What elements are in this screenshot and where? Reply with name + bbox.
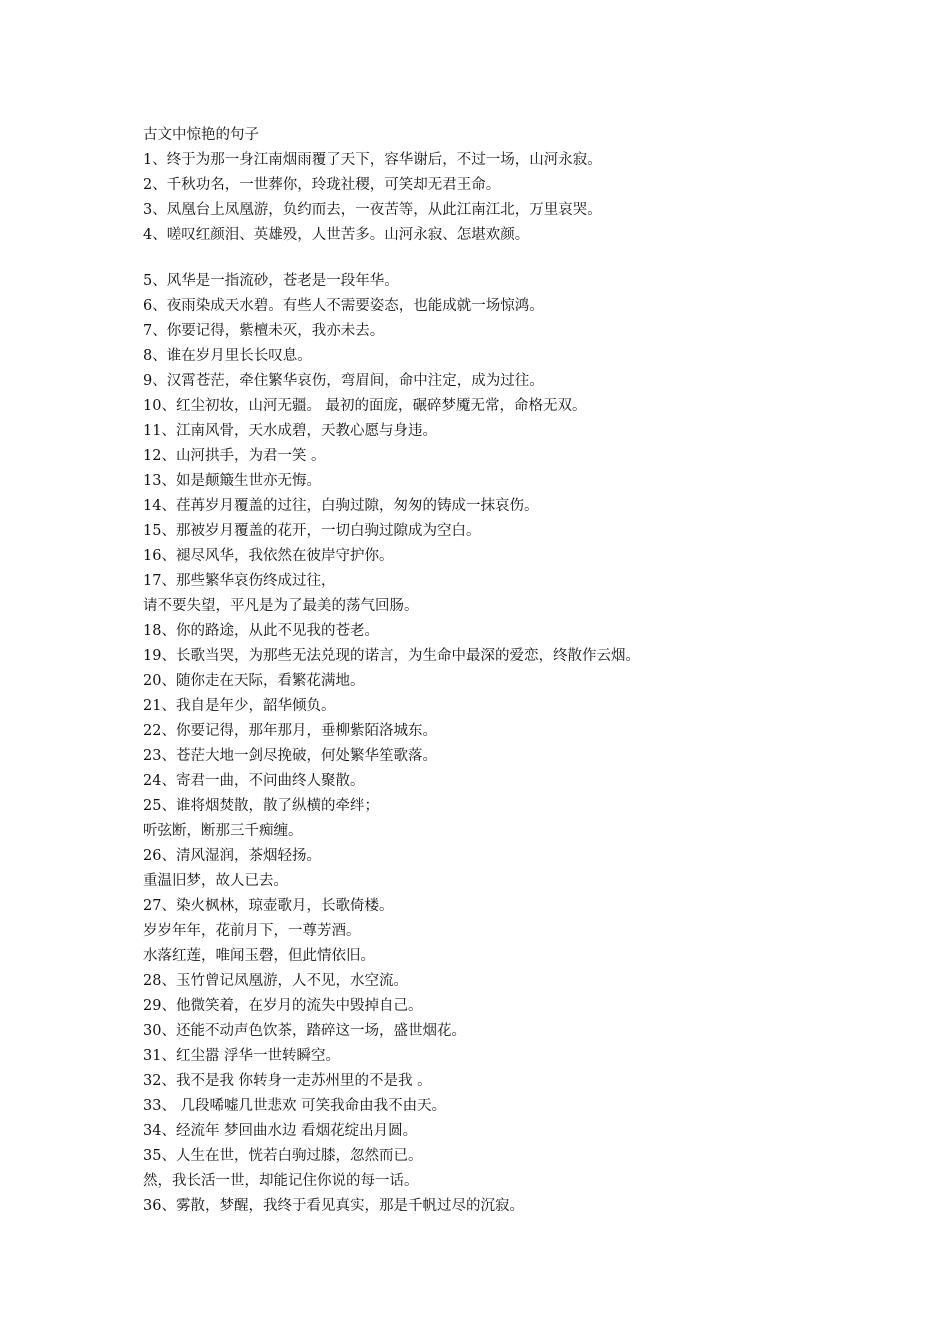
sentence-line: 35、人生在世，恍若白驹过膝，忽然而已。 (143, 1148, 423, 1164)
sentence-line: 32、我不是我 你转身一走苏州里的不是我 。 (143, 1073, 432, 1089)
sentence-line: 22、你要记得，那年那月，垂柳紫陌洛城东。 (143, 723, 437, 739)
sentence-line: 7、你要记得，紫檀未灭，我亦未去。 (143, 323, 385, 339)
sentence-line: 14、荏苒岁月覆盖的过往，白驹过隙，匆匆的铸成一抹哀伤。 (143, 498, 539, 514)
document-body (143, 123, 863, 1219)
sentence-line: 21、我自是年少，韶华倾负。 (143, 698, 336, 714)
sentence-line: 29、他微笑着，在岁月的流失中毁掉自己。 (143, 998, 423, 1014)
sentence-line: 2、千秋功名，一世葬你，玲珑社稷，可笑却无君王命。 (143, 177, 501, 193)
sentence-line: 12、山河拱手，为君一笑 。 (143, 448, 326, 464)
sentence-line: 水落红莲，唯闻玉磬，但此情依旧。 (143, 948, 375, 964)
sentence-line: 28、玉竹曾记凤凰游，人不见，水空流。 (143, 973, 408, 989)
sentence-group-2 (143, 269, 863, 1219)
sentence-line: 17、那些繁华哀伤终成过往， (143, 573, 336, 589)
sentence-group-1 (143, 148, 863, 248)
sentence-line: 然，我长活一世，却能记住你说的每一话。 (143, 1173, 419, 1189)
sentence-line: 6、夜雨染成天水碧。有些人不需要姿态，也能成就一场惊鸿。 (143, 298, 544, 314)
sentence-line: 10、红尘初妆，山河无疆。 最初的面庞，碾碎梦魇无常，命格无双。 (143, 398, 587, 414)
sentence-line: 岁岁年年，花前月下，一尊芳酒。 (143, 923, 361, 939)
sentence-line: 5、风华是一指流砂，苍老是一段年华。 (143, 273, 399, 289)
sentence-line: 23、苍茫大地一剑尽挽破，何处繁华笙歌落。 (143, 748, 437, 764)
document-title: 古文中惊艳的句子 (143, 127, 259, 143)
sentence-line: 4、嗟叹红颜泪、英雄殁，人世苦多。山河永寂、怎堪欢颜。 (143, 227, 530, 243)
sentence-line: 13、如是颠簸生世亦无悔。 (143, 473, 321, 489)
paragraph-gap (143, 248, 863, 269)
sentence-line: 15、那被岁月覆盖的花开，一切白驹过隙成为空白。 (143, 523, 481, 539)
sentence-line: 18、你的路途，从此不见我的苍老。 (143, 623, 379, 639)
sentence-line: 24、寄君一曲，不问曲终人聚散。 (143, 773, 365, 789)
sentence-line: 34、经流年 梦回曲水边 看烟花绽出月圆。 (143, 1123, 418, 1139)
sentence-line: 8、谁在岁月里长长叹息。 (143, 348, 312, 364)
sentence-line: 请不要失望，平凡是为了最美的荡气回肠。 (143, 598, 419, 614)
sentence-line: 11、江南风骨，天水成碧，天教心愿与身违。 (143, 423, 437, 439)
sentence-line: 19、长歌当哭，为那些无法兑现的诺言，为生命中最深的爱恋，终散作云烟。 (143, 648, 640, 664)
sentence-line: 27、染火枫林，琼壶歌月，长歌倚楼。 (143, 898, 394, 914)
sentence-line: 36、雾散，梦醒，我终于看见真实，那是千帆过尽的沉寂。 (143, 1198, 524, 1214)
sentence-line: 31、红尘嚣 浮华一世转瞬空。 (143, 1048, 341, 1064)
sentence-line: 16、褪尽风华，我依然在彼岸守护你。 (143, 548, 394, 564)
sentence-line: 20、随你走在天际，看繁花满地。 (143, 673, 365, 689)
sentence-line: 25、谁将烟焚散，散了纵横的牵绊； (143, 798, 379, 814)
sentence-line: 3、凤凰台上凤凰游，负约而去，一夜苦等，从此江南江北，万里哀哭。 (143, 202, 602, 218)
sentence-line: 9、汉霄苍茫，牵住繁华哀伤，弯眉间，命中注定，成为过往。 (143, 373, 544, 389)
sentence-line: 26、清风湿润，茶烟轻扬。 (143, 848, 321, 864)
sentence-line: 33、 几段唏嘘几世悲欢 可笑我命由我不由天。 (143, 1098, 447, 1114)
sentence-line: 听弦断，断那三千痴缠。 (143, 823, 303, 839)
sentence-line: 1、终于为那一身江南烟雨覆了天下，容华谢后，不过一场，山河永寂。 (143, 152, 602, 168)
sentence-line: 30、还能不动声色饮茶，踏碎这一场，盛世烟花。 (143, 1023, 466, 1039)
sentence-line: 重温旧梦，故人已去。 (143, 873, 288, 889)
